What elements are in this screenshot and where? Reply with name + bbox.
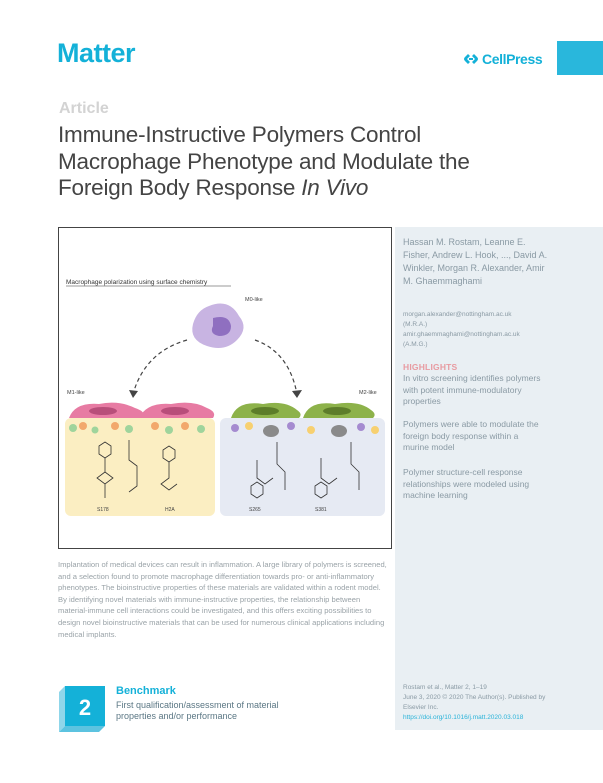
correspondence [403, 310, 558, 350]
title-line-3-plain: Foreign Body Response [58, 175, 302, 200]
article-title [58, 122, 558, 202]
corner-accent-bar [557, 41, 603, 75]
cellpress-icon [463, 52, 479, 66]
graphical-abstract [58, 227, 392, 549]
benchmark-number: 2 [78, 695, 92, 720]
title-line-2: Macrophage Phenotype and Modulate the [58, 148, 470, 174]
author-list: Hassan M. Rostam, Leanne E. Fisher, Andrew L. Hook, ..., David A. Winkler, Morgan R. Alexander, Amir M. Ghaemmaghami [403, 237, 548, 286]
m0-nucleus [212, 317, 231, 336]
citation-date: June 3, 2020 © 2020 The Author(s). Published by Elsevier Inc. [403, 694, 546, 711]
highlight-3: Polymer structure-cell response relationships were modeled using machine learning [403, 467, 530, 500]
m0-label: M0-like [245, 297, 263, 303]
title-line-1: Immune-Instructive Polymers Control [58, 122, 422, 147]
polymer-label-4: S381 [315, 507, 327, 513]
highlights-heading: HIGHLIGHTS [403, 362, 458, 372]
figure-heading: Macrophage polarization using surface chemistry [66, 279, 208, 286]
benchmark-badge-icon [59, 686, 105, 732]
m2-cell-2-nucleus [323, 407, 351, 415]
citation-text: Rostam et al., Matter 2, 1–19 [403, 684, 487, 691]
journal-logo: Matter [57, 38, 136, 68]
highlight-2: Polymers were able to modulate the foreign body response within a murine model [403, 419, 539, 452]
arrow-to-m1 [133, 340, 187, 394]
highlight-1: In vitro screening identifies polymers with potent immune-modulatory properties [403, 373, 541, 406]
m2-polymer-panel [220, 418, 385, 516]
email-1[interactable]: morgan.alexander@nottingham.ac.uk [403, 311, 512, 318]
article-type-label: Article [59, 100, 109, 117]
email-2-initials: (A.M.G.) [403, 341, 428, 348]
polymer-label-3: S265 [249, 507, 261, 513]
title-line-3-italic: In Vivo [301, 175, 369, 200]
publisher-name: CellPress [482, 51, 543, 67]
publisher-logo [463, 51, 542, 67]
arrow-to-m2 [255, 340, 297, 394]
title-line-3 [58, 175, 558, 202]
polymer-label-2: H2A [165, 507, 175, 513]
graphical-abstract-svg [59, 228, 391, 548]
arrow-head-m2 [292, 390, 302, 398]
benchmark-description: First qualification/assessment of material properties and/or performance [116, 700, 279, 721]
m1-polymer-panel [65, 418, 215, 516]
email-1-initials: (M.R.A.) [403, 321, 428, 328]
m1-label: M1-like [67, 390, 85, 396]
m1-cell-1-nucleus [89, 407, 117, 415]
benchmark-title: Benchmark [116, 685, 176, 697]
doi-link[interactable]: https://doi.org/10.1016/j.matt.2020.03.018 [403, 714, 524, 721]
citation-block [403, 683, 553, 723]
m2-label: M2-like [359, 390, 377, 396]
polymer-label-1: S178 [97, 507, 109, 513]
summary-abstract: Implantation of medical devices can result in inflammation. A large library of polymers is screened, and a selection found to promote macrophage differentiation towards pro- or anti-inflammatory phenotypes. The bioinstructive properties of these materials are validated within a rodent model. By identifying novel materials with immune-instructive properties, the relationship between material-immune cell interactions could be investigated, and this offers exciting possibilities to design novel bioinstructive materials that can be used for numerous clinical applications including medical implants. [58, 560, 387, 639]
m1-cell-2-nucleus [161, 407, 189, 415]
email-2[interactable]: amir.ghaemmaghami@nottingham.ac.uk [403, 331, 520, 338]
arrow-head-m1 [129, 390, 138, 398]
m2-cell-1-nucleus [251, 407, 279, 415]
